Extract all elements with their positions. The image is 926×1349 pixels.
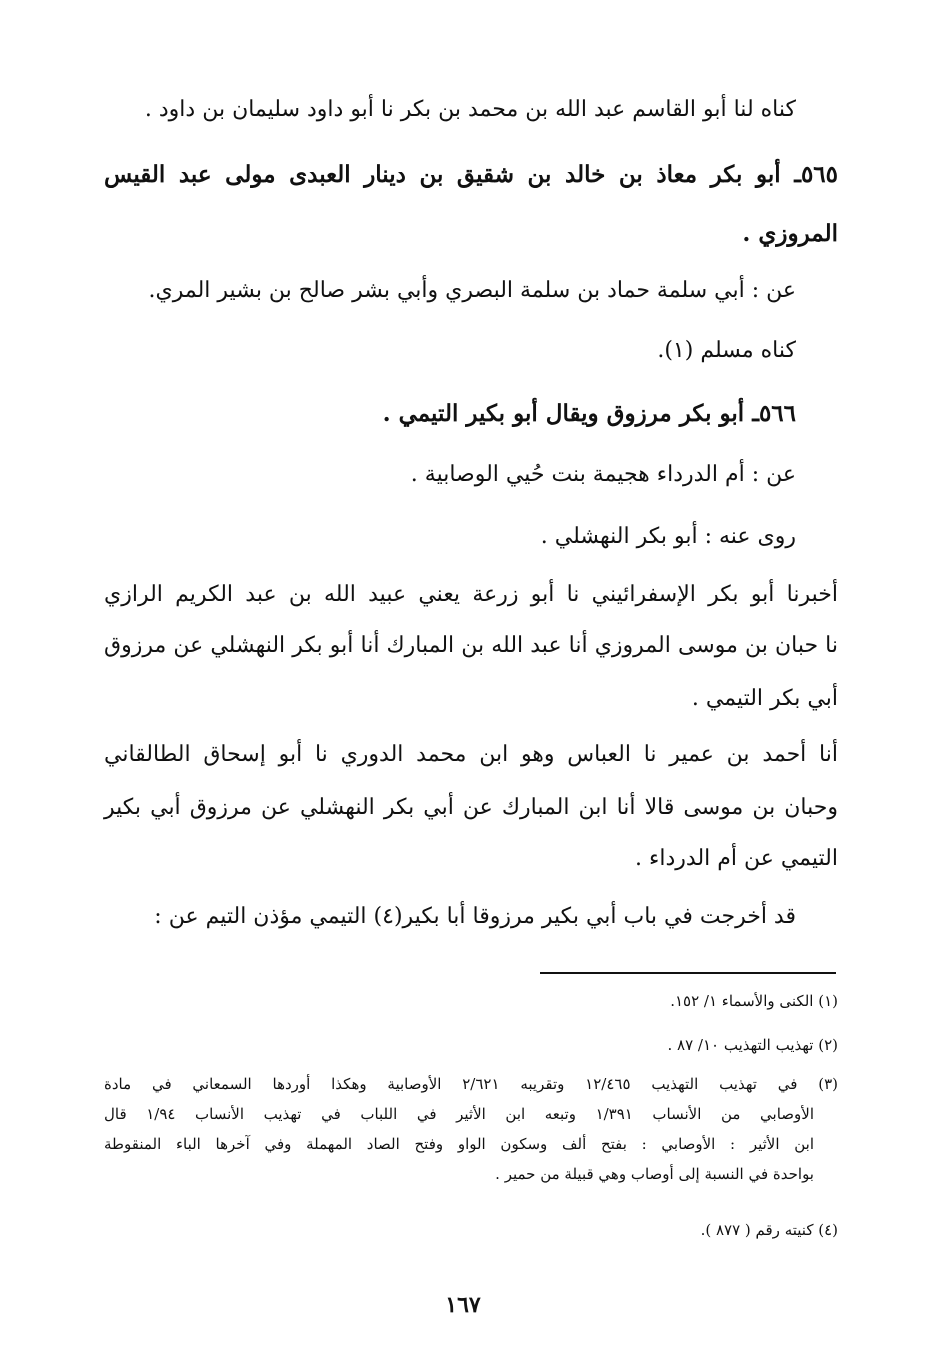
entry-566-an: عن : أم الدرداء هجيمة بنت حُيي الوصابية . [410, 462, 796, 487]
entry-565-heading: ٥٦٥ـ أبو بكر معاذ بن خالد بن شقيق بن دينار العبدى مولى عبد القيس [104, 161, 838, 188]
paragraph-1-line-1: أخبرنا أبو بكر الإسفرائيني نا أبو زرعة يعني عبيد الله بن عبد الكريم الرازي [104, 582, 838, 607]
paragraph-1-line-3: أبي بكر التيمي . [691, 686, 838, 711]
page-number: ١٦٧ [445, 1292, 481, 1318]
entry-565-kunya: كناه مسلم (١). [657, 338, 796, 363]
entry-566-rawa: روى عنه : أبو بكر النهشلي . [540, 524, 796, 549]
paragraph-1-line-2: نا حبان بن موسى المروزي أنا عبد الله بن المبارك أنا أبو بكر النهشلي عن مرزوق [104, 633, 838, 658]
footnote-4: (٤) كنيته رقم ( ٨٧٧ ). [700, 1221, 838, 1239]
footnote-3-line-1: (٣) في تهذيب التهذيب ١٢/٤٦٥ وتقريبه ٢/٦٢١ الأوصابية وهكذا أوردها السمعاني في مادة [104, 1075, 839, 1093]
footnote-1: (١) الكنى والأسماء ١/ ١٥٢. [670, 992, 838, 1010]
footnote-separator [540, 972, 836, 974]
entry-566-heading: ٥٦٦ـ أبو بكر مرزوق ويقال أبو بكير التيمي . [382, 400, 796, 427]
footnote-3-line-2: الأوصابي من الأنساب ١/٣٩١ وتبعه ابن الأثير في اللباب في تهذيب الأنساب ١/٩٤ قال [104, 1105, 814, 1123]
text-line: كناه لنا أبو القاسم عبد الله بن محمد بن بكر نا أبو داود سليمان بن داود . [144, 97, 796, 122]
entry-565-heading-cont: المروزي . [742, 220, 838, 247]
paragraph-2-line-3: التيمي عن أم الدرداء . [635, 846, 838, 871]
paragraph-2-line-1: أنا أحمد بن عمير نا العباس وهو ابن محمد الدوري نا أبو إسحاق الطالقاني [104, 742, 838, 767]
paragraph-3-line-1: قد أخرجت في باب أبي بكير مرزوقا أبا بكير(٤) التيمي مؤذن التيم عن : [154, 904, 796, 929]
footnote-3-line-3: ابن الأثير : الأوصابي : بفتح ألف وسكون الواو وفتح الصاد المهملة وفي آخرها الباء المنقوطة [104, 1135, 814, 1153]
paragraph-2-line-2: وحبان بن موسى قالا أنا ابن المبارك عن أبي بكر النهشلي عن مرزوق أبي بكير [104, 795, 838, 820]
footnote-2: (٢) تهذيب التهذيب ١٠/ ٨٧ . [667, 1036, 838, 1054]
footnote-3-line-4: بواحدة في النسبة إلى أوصاب وهي قبيلة من حمير . [495, 1165, 814, 1183]
entry-565-an: عن : أبي سلمة حماد بن سلمة البصري وأبي بشر صالح بن بشير المري. [148, 278, 796, 303]
